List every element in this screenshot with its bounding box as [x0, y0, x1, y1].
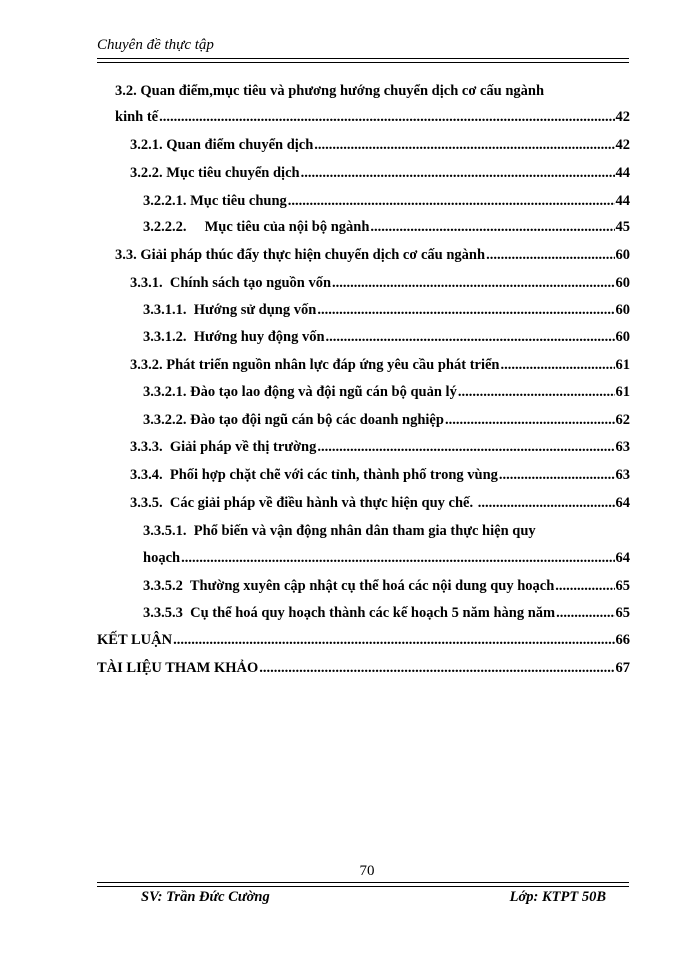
toc-entry[interactable]	[0, 354, 700, 380]
toc-entry[interactable]	[0, 326, 700, 352]
toc-entry-text: 3.3.5.1. Phổ biến và vận động nhân dân tham gia thực hiện quy	[143, 523, 536, 539]
page-number: 70	[359, 863, 375, 879]
toc-entry-text: hoạch	[143, 550, 181, 566]
toc-leader-dots	[159, 106, 614, 128]
toc-page-number: 60	[615, 302, 630, 318]
toc-leader-dots	[555, 575, 614, 597]
header-title: Chuyên đề thực tập	[97, 37, 214, 53]
toc-entry-text: 3.3. Giải pháp thúc đẩy thực hiện chuyển dịch cơ cấu ngành	[115, 247, 486, 263]
toc-entry-text: 3.3.1. Chính sách tạo nguồn vốn	[130, 275, 332, 291]
toc-entry-text: 3.3.2. Phát triển nguồn nhân lực đáp ứng yêu cầu phát triển	[130, 357, 500, 373]
toc-entry[interactable]	[0, 244, 700, 270]
toc-leader-dots	[556, 602, 614, 624]
student-name: SV: Trần Đức Cường	[141, 889, 270, 905]
toc-leader-dots	[288, 190, 615, 212]
toc-entry-text: 3.2.2. Mục tiêu chuyển dịch	[130, 165, 300, 181]
toc-entry-text: kinh tế	[115, 109, 159, 125]
toc-leader-dots	[486, 244, 614, 266]
toc-page-number: 45	[615, 219, 630, 235]
toc-entry[interactable]	[0, 381, 700, 407]
toc-entry[interactable]	[0, 492, 700, 518]
toc-entry-text: 3.3.1.1. Hướng sử dụng vốn	[143, 302, 317, 318]
toc-leader-dots	[499, 464, 615, 486]
toc-page-number: 60	[615, 247, 630, 263]
toc-entry	[0, 80, 700, 106]
toc-page-number: 61	[615, 357, 630, 373]
toc-entry-text: 3.3.4. Phối hợp chặt chẽ với các tỉnh, thành phố trong vùng	[130, 467, 498, 483]
toc-entry[interactable]	[0, 106, 700, 132]
toc-leader-dots	[445, 409, 615, 431]
toc-entry-text: 3.2. Quan điểm,mục tiêu và phương hướng chuyển dịch cơ cấu ngành	[115, 83, 545, 99]
toc-leader-dots	[317, 436, 614, 458]
toc-entry-text: 3.2.1. Quan điểm chuyển dịch	[130, 137, 314, 153]
toc-entry[interactable]	[0, 657, 700, 683]
toc-page-number: 60	[615, 329, 630, 345]
toc-page-number: 62	[615, 412, 630, 428]
toc-leader-dots	[317, 299, 614, 321]
toc-page-number: 60	[615, 275, 630, 291]
toc-entry-text: 3.3.5.2 Thường xuyên cập nhật cụ thể hoá các nội dung quy hoạch	[143, 578, 555, 594]
toc-leader-dots	[458, 381, 615, 403]
toc-entry-text: 3.3.2.1. Đào tạo lao động và đội ngũ cán bộ quản lý	[143, 384, 457, 400]
toc-page-number: 42	[615, 137, 630, 153]
toc-leader-dots	[259, 657, 614, 679]
toc-page-number: 65	[615, 578, 630, 594]
toc-entry-text: 3.3.3. Giải pháp về thị trường	[130, 439, 317, 455]
toc-entry[interactable]	[0, 134, 700, 160]
toc-entry-text: 3.2.2.2. Mục tiêu của nội bộ ngành	[143, 219, 370, 235]
header-rule	[97, 58, 629, 63]
toc-entry-text: 3.3.2.2. Đào tạo đội ngũ cán bộ các doanh nghiệp	[143, 412, 444, 428]
toc-entry[interactable]	[0, 602, 700, 628]
toc-entry[interactable]	[0, 190, 700, 216]
toc-page-number: 44	[615, 165, 630, 181]
toc-entry[interactable]	[0, 299, 700, 325]
toc-page-number: 67	[615, 660, 630, 676]
toc-leader-dots	[314, 134, 614, 156]
toc-leader-dots	[501, 354, 615, 376]
toc-entry[interactable]	[0, 547, 700, 573]
toc-leader-dots	[301, 162, 615, 184]
toc-entry-text: 3.3.5. Các giải pháp về điều hành và thực hiện quy chế.	[130, 495, 477, 511]
toc-page-number: 63	[615, 467, 630, 483]
toc-page-number: 42	[615, 109, 630, 125]
toc-entry[interactable]	[0, 216, 700, 242]
toc-entry-text: TÀI LIỆU THAM KHẢO	[97, 660, 259, 676]
toc-leader-dots	[326, 326, 615, 348]
toc-leader-dots	[332, 272, 614, 294]
toc-entry[interactable]	[0, 162, 700, 188]
toc-entry-text: 3.3.1.2. Hướng huy động vốn	[143, 329, 325, 345]
class-name: Lớp: KTPT 50B	[509, 889, 606, 905]
toc-page-number: 64	[615, 495, 630, 511]
toc-page-number: 63	[615, 439, 630, 455]
toc-entry	[0, 520, 700, 546]
toc-leader-dots	[478, 492, 615, 514]
toc-entry-text: 3.3.5.3 Cụ thể hoá quy hoạch thành các kế hoạch 5 năm hàng năm	[143, 605, 556, 621]
toc-entry[interactable]	[0, 575, 700, 601]
toc-page-number: 44	[615, 193, 630, 209]
toc-leader-dots	[173, 629, 614, 651]
toc-entry[interactable]	[0, 629, 700, 655]
toc-page-number: 64	[615, 550, 630, 566]
toc-leader-dots	[370, 216, 614, 238]
page-footer	[97, 862, 629, 909]
toc-entry[interactable]	[0, 272, 700, 298]
toc-entry-text: 3.2.2.1. Mục tiêu chung	[143, 193, 287, 209]
toc-page-number: 66	[615, 632, 630, 648]
toc-page-number: 65	[615, 605, 630, 621]
toc-page-number: 61	[615, 384, 630, 400]
footer-rule	[97, 882, 629, 887]
toc-leader-dots	[181, 547, 614, 569]
toc-entry[interactable]	[0, 464, 700, 490]
toc-entry[interactable]	[0, 436, 700, 462]
toc-entry-text: KẾT LUẬN	[97, 632, 173, 648]
toc-entry[interactable]	[0, 409, 700, 435]
page-header	[97, 36, 629, 63]
